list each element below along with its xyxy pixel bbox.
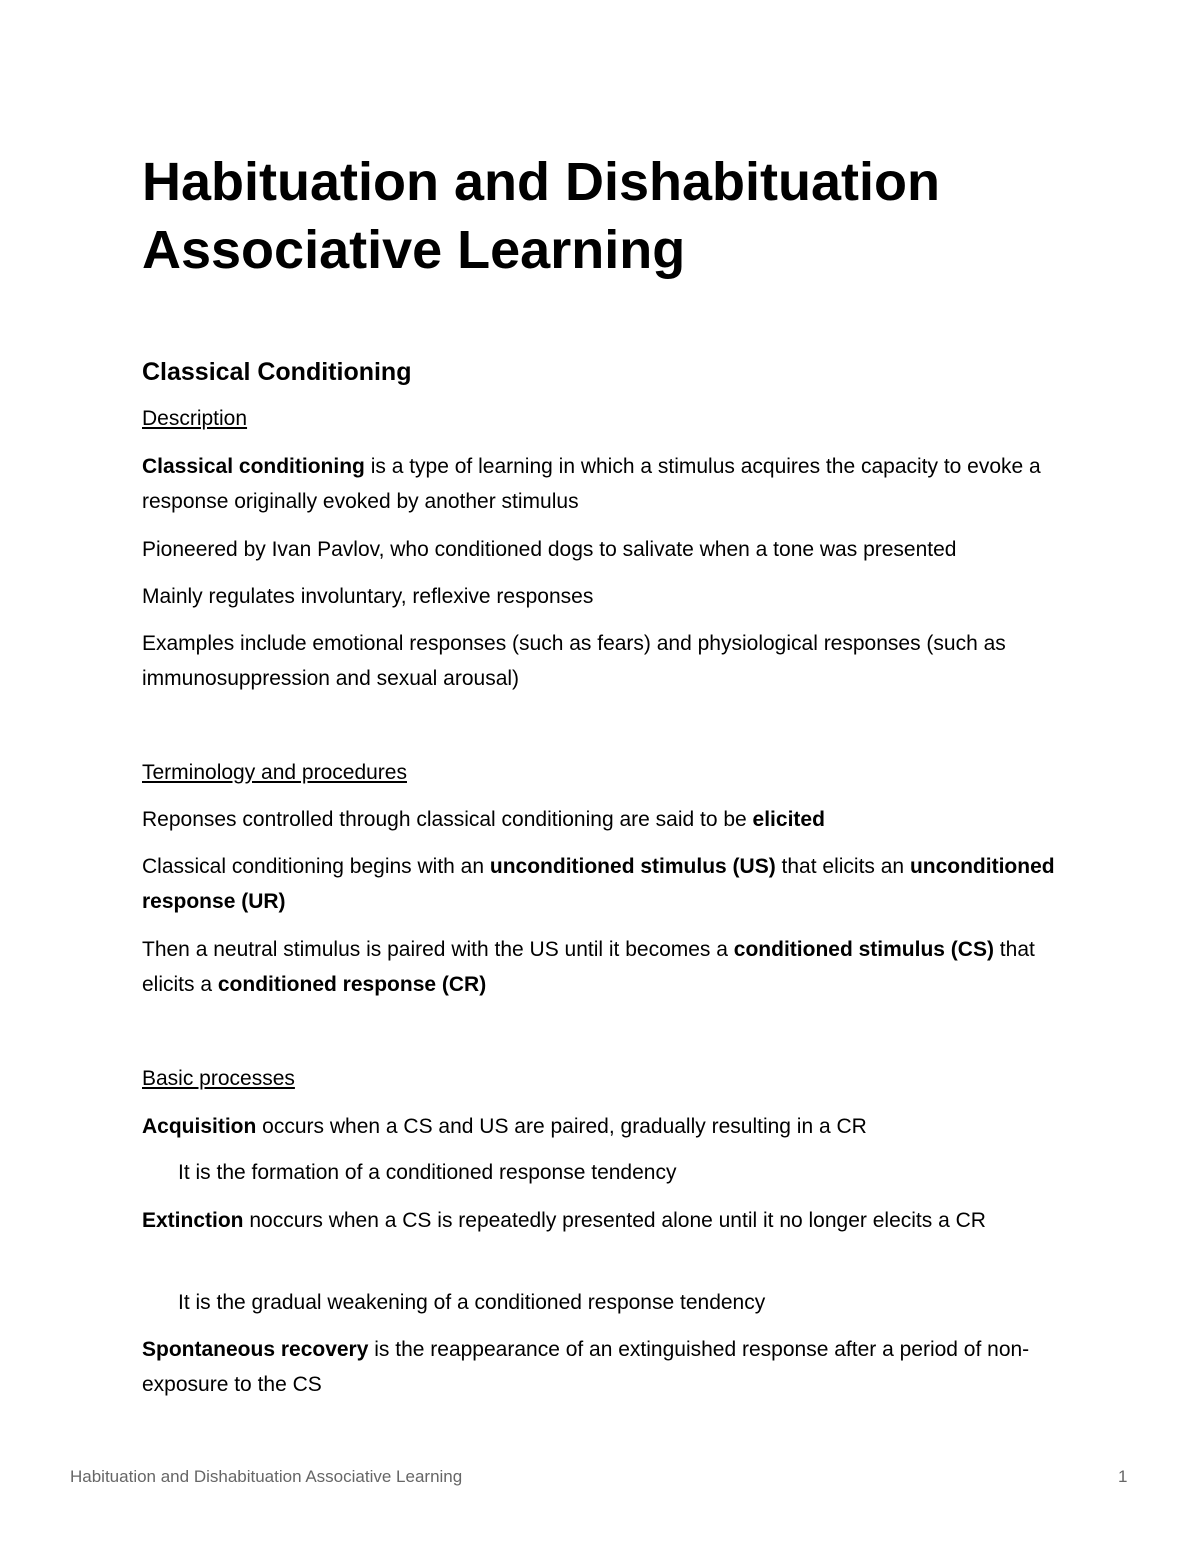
title-line-1: Habituation and Dishabituation [142, 152, 940, 212]
term-conditioned-stimulus: conditioned stimulus (CS) [733, 938, 994, 961]
description-paragraph-4: Examples include emotional responses (such as fears) and physiological responses (such as immunosuppression and sexual arousal) [142, 632, 1006, 690]
basic-p2-text: noccurs when a CS is repeatedly presented alone until it no longer elecits a CR [243, 1209, 986, 1232]
description-paragraph-2: Pioneered by Ivan Pavlov, who conditioned dogs to salivate when a tone was presented [142, 538, 957, 561]
basic-paragraph-1 [142, 1109, 1062, 1144]
basic-paragraph-3 [142, 1332, 1062, 1402]
terminology-paragraph-2 [142, 849, 1062, 919]
term-conditioned-response: conditioned response (CR) [217, 973, 487, 996]
terminology-label: Terminology and procedures [142, 761, 407, 784]
basic-p1-text: occurs when a CS and US are paired, gradually resulting in a CR [256, 1115, 867, 1138]
terminology-paragraph-3 [142, 932, 1062, 1002]
description-p1-text: is a type of learning in which a stimulus acquires the capacity to evoke a response originally evoked by another stimulus [142, 455, 1041, 513]
terminology-p2-text-b: that elicits an [775, 855, 910, 878]
terminology-p3-text-a: Then a neutral stimulus is paired with the US until it becomes a [142, 938, 734, 961]
description-paragraph-1 [142, 449, 1062, 519]
term-extinction: Extinction [142, 1209, 244, 1232]
basic-p3-text: is the reappearance of an extinguished response after a period of non-exposure to the CS [142, 1338, 1030, 1396]
term-acquisition: Acquisition [142, 1115, 257, 1138]
document-title [142, 148, 1072, 284]
terminology-paragraph-1 [142, 802, 1062, 837]
page-number: 1 [1118, 1467, 1128, 1486]
term-classical-conditioning: Classical conditioning [142, 455, 365, 478]
document-body [142, 148, 1072, 1396]
section-heading: Classical Conditioning [142, 358, 412, 386]
title-line-2: Associative Learning [142, 220, 686, 280]
basic-processes-label: Basic processes [142, 1067, 295, 1090]
term-unconditioned-stimulus: unconditioned stimulus (US) [489, 855, 776, 878]
term-elicited: elicited [752, 808, 825, 831]
description-paragraph-3: Mainly regulates involuntary, reflexive responses [142, 585, 594, 608]
basic-paragraph-1-detail: It is the formation of a conditioned response tendency [178, 1161, 677, 1184]
terminology-p1-text: Reponses controlled through classical conditioning are said to be [142, 808, 753, 831]
basic-paragraph-2-detail: It is the gradual weakening of a conditioned response tendency [178, 1291, 766, 1314]
terminology-p2-text-a: Classical conditioning begins with an [142, 855, 490, 878]
description-label: Description [142, 407, 248, 430]
term-unconditioned-response: unconditioned response (UR) [142, 855, 1055, 913]
basic-paragraph-2 [142, 1203, 1062, 1238]
terminology-p3-text-b: that elicits a [142, 938, 1035, 996]
footer-title: Habituation and Dishabituation Associative Learning [70, 1467, 463, 1486]
term-spontaneous-recovery: Spontaneous recovery [142, 1338, 369, 1361]
